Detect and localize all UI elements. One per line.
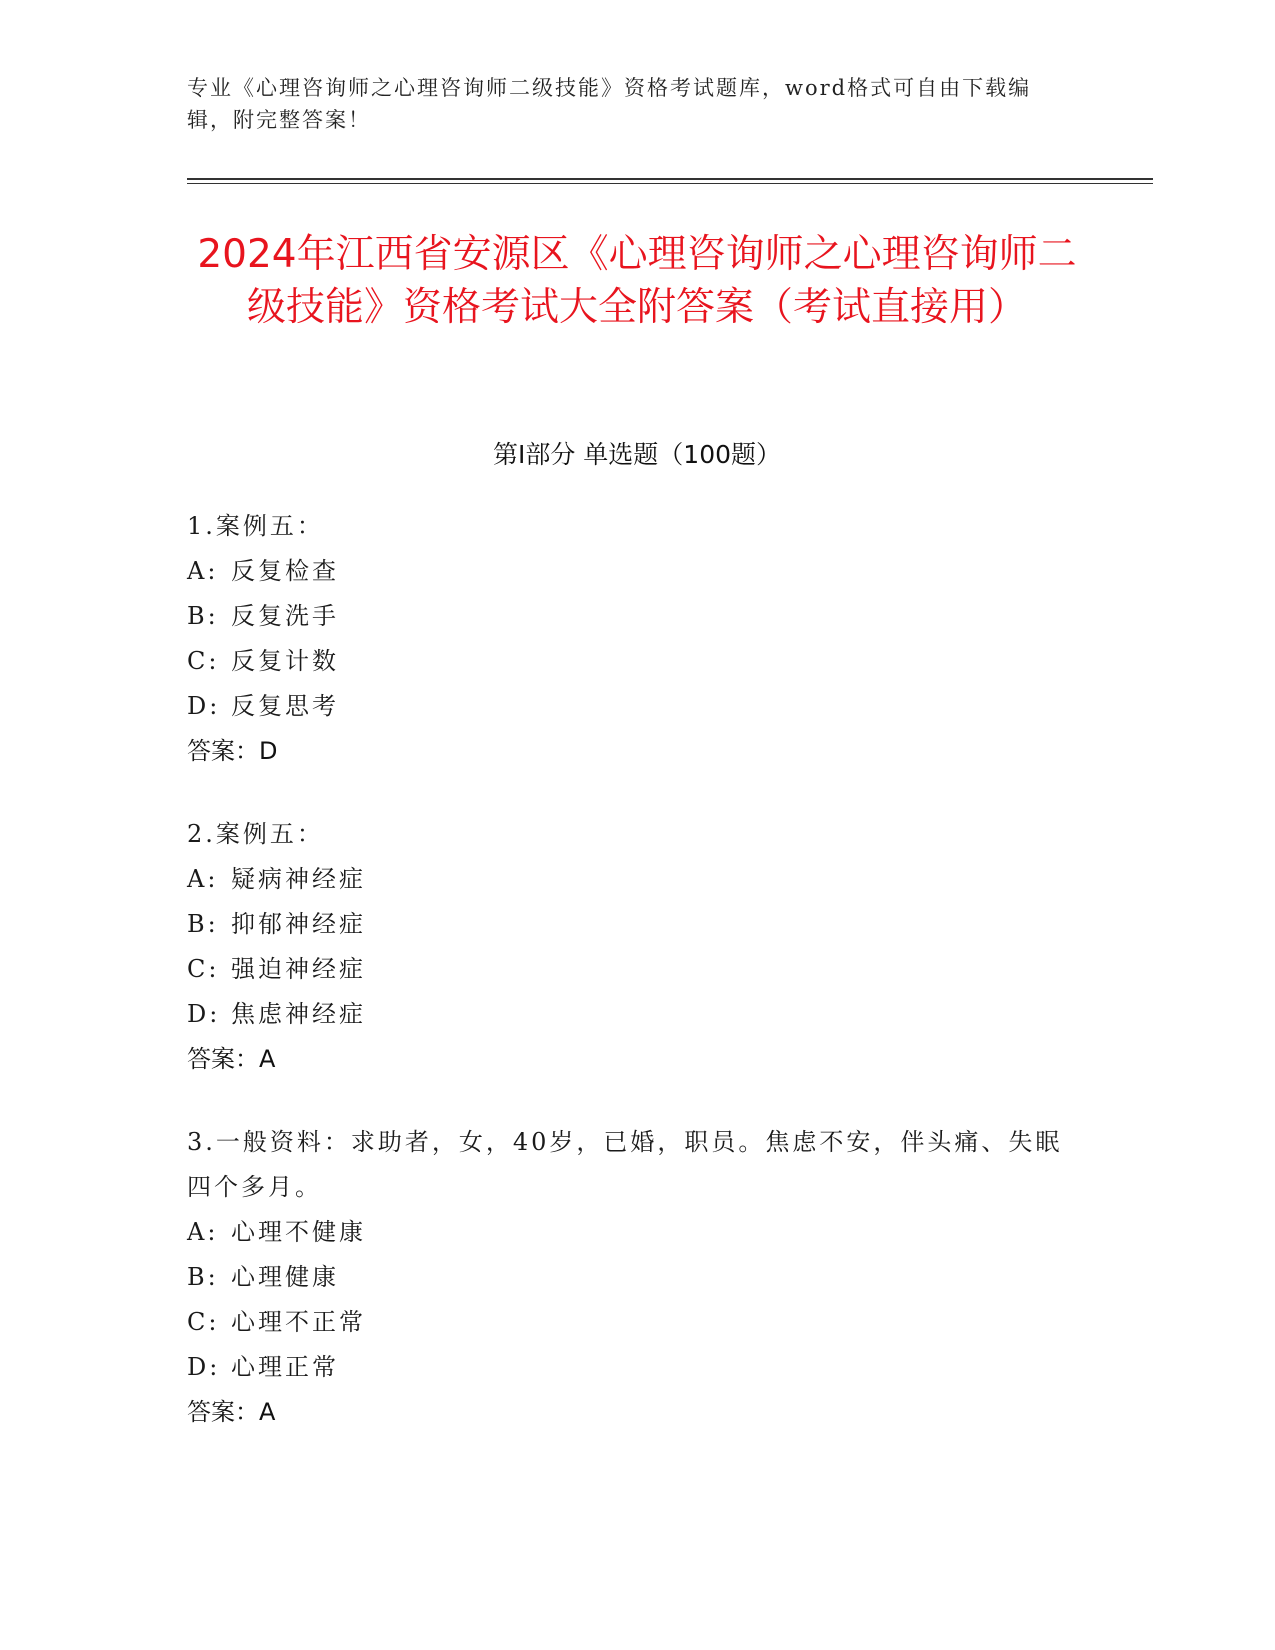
option-b (187, 902, 1067, 947)
question-1 (187, 504, 1067, 774)
header-divider-thick (187, 178, 1153, 180)
option-text: 心理健康 (231, 1263, 339, 1291)
answer: 答案：A (187, 1045, 276, 1073)
option-letter: D: (187, 692, 221, 720)
option-d (187, 992, 1067, 1037)
option-d (187, 684, 1067, 729)
option-letter: A: (187, 557, 219, 585)
document-title: 2024年江西省安源区《心理咨询师之心理咨询师二级技能》资格考试大全附答案（考试直接用） (197, 232, 1077, 330)
option-text: 心理不健康 (231, 1218, 366, 1246)
question-stem: 1.案例五： (187, 512, 324, 540)
section-title: 第Ⅰ部分 单选题（100题） (492, 440, 782, 469)
option-text: 强迫神经症 (231, 955, 366, 983)
option-letter: D: (187, 1000, 221, 1028)
option-c (187, 639, 1067, 684)
question-2 (187, 812, 1067, 1082)
option-letter: A: (187, 1218, 219, 1246)
answer: 答案：D (187, 737, 278, 765)
option-d (187, 1345, 1067, 1390)
option-c (187, 1300, 1067, 1345)
option-b (187, 594, 1067, 639)
question-stem: 2.案例五： (187, 820, 324, 848)
option-letter: C: (187, 647, 220, 675)
option-letter: B: (187, 910, 219, 938)
question-3 (187, 1120, 1067, 1435)
option-text: 焦虑神经症 (231, 1000, 366, 1028)
option-a (187, 1210, 1067, 1255)
option-text: 反复检查 (231, 557, 339, 585)
option-text: 抑郁神经症 (231, 910, 366, 938)
option-c (187, 947, 1067, 992)
question-stem: 3.一般资料：求助者，女，40岁，已婚，职员。焦虑不安，伴头痛、失眠四个多月。 (187, 1128, 1063, 1201)
option-text: 心理正常 (231, 1353, 339, 1381)
option-a (187, 857, 1067, 902)
option-letter: C: (187, 955, 220, 983)
option-text: 疑病神经症 (231, 865, 366, 893)
option-letter: A: (187, 865, 219, 893)
option-text: 心理不正常 (231, 1308, 366, 1336)
header-note: 专业《心理咨询师之心理咨询师二级技能》资格考试题库，word格式可自由下载编辑，附完整答案！ (187, 76, 1032, 132)
option-text: 反复洗手 (231, 602, 339, 630)
option-letter: C: (187, 1308, 220, 1336)
header-divider-thin (187, 183, 1153, 184)
option-text: 反复思考 (231, 692, 339, 720)
answer: 答案：A (187, 1398, 276, 1426)
option-letter: B: (187, 602, 219, 630)
option-text: 反复计数 (231, 647, 339, 675)
option-letter: B: (187, 1263, 219, 1291)
option-letter: D: (187, 1353, 221, 1381)
option-a (187, 549, 1067, 594)
option-b (187, 1255, 1067, 1300)
